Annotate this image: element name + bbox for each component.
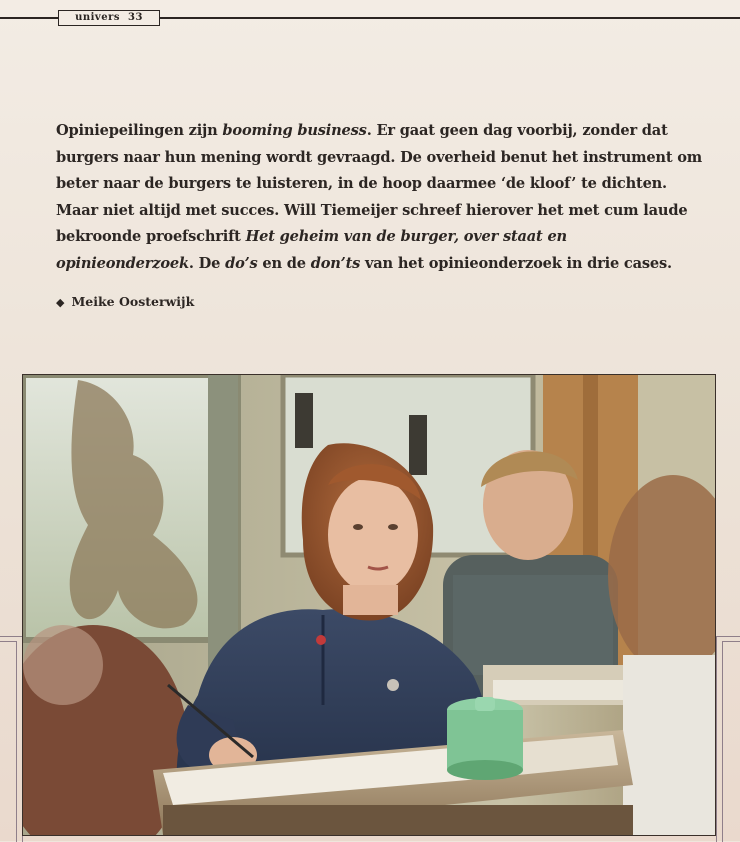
author-name: Meike Oosterwijk xyxy=(71,294,195,309)
intro-emphasis: booming business xyxy=(222,122,367,139)
section-name: univers xyxy=(75,12,120,23)
running-header xyxy=(58,10,160,26)
intro-text: Opiniepeilingen zijn xyxy=(56,122,223,139)
intro-text: van het opinieonderzoek in drie cases. xyxy=(360,254,672,272)
classroom-photo xyxy=(22,374,716,836)
intro-emphasis: do’s xyxy=(225,254,258,272)
intro-text: . De xyxy=(188,254,226,272)
intro-text: . Er gaat geen dag voorbij, zonder dat burgers naar hun mening wordt gevraagd. De overheid benut het instrument om beter naar de burgers te luisteren, in de hoop daarmee ‘de kloof’ te dichten. Maar niet altijd met succes. Will Tiemeijer schreef hierover het met cum laude bekroonde proefschrift xyxy=(56,122,703,246)
byline xyxy=(56,294,194,309)
intro-paragraph xyxy=(56,118,706,278)
intro-book-title: Het geheim van de burger, over staat en opinieonderzoek xyxy=(56,228,567,272)
frame-line xyxy=(0,641,17,842)
frame-line xyxy=(722,641,740,842)
intro-emphasis: don’ts xyxy=(310,254,361,272)
intro-text: en de xyxy=(257,254,311,272)
diamond-icon: ◆ xyxy=(56,296,65,309)
page-number: 33 xyxy=(127,12,143,23)
classroom-photo-illustration xyxy=(23,375,715,835)
